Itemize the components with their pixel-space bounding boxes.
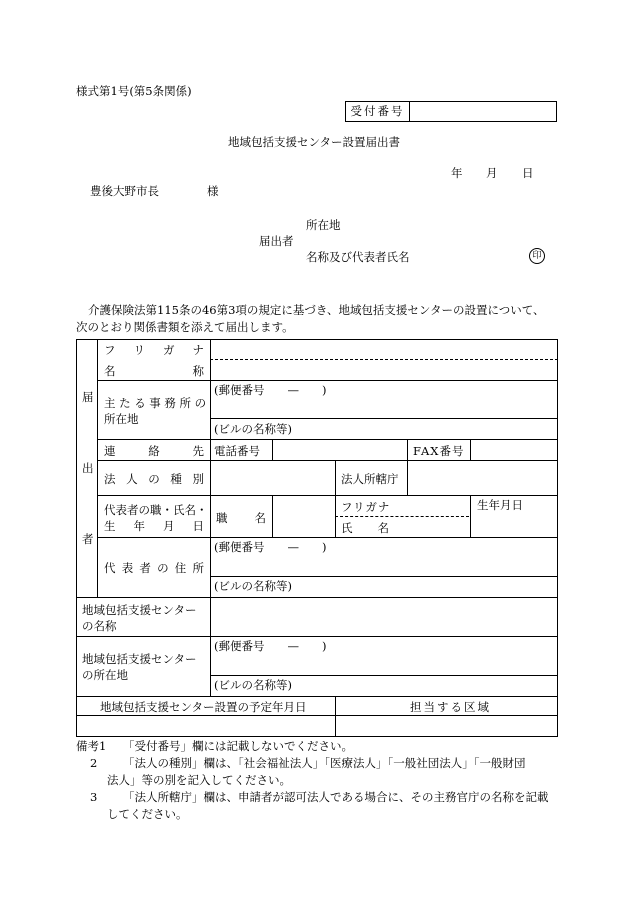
row-line	[210, 418, 558, 419]
intro-line-2: 次のとおり関係書類を添えて届出します。	[76, 320, 294, 334]
center-address-label-1: 地域包括支援センター	[82, 652, 197, 666]
col-line	[97, 339, 98, 597]
corp-type-field[interactable]	[211, 461, 334, 494]
note-2-text-cont: 法人」等の別を記入してください。	[107, 773, 291, 787]
main-office-postal: (郵便番号 — )	[214, 383, 327, 397]
phone-label: 電話番号	[214, 444, 260, 458]
name-field[interactable]	[211, 361, 557, 379]
col-line	[335, 495, 336, 537]
row-line	[76, 636, 558, 637]
rep-address-building: (ビルの名称等)	[214, 579, 292, 593]
col-line	[210, 339, 211, 696]
row-line	[97, 537, 558, 538]
applicant-address-label: 所在地	[306, 218, 341, 232]
note-3-text-cont: してください。	[107, 807, 188, 821]
applicant-name-label: 名称及び代表者氏名	[306, 250, 410, 264]
form-number: 様式第1号(第5条関係)	[76, 84, 192, 98]
addressee-mayor: 豊後大野市長	[90, 184, 159, 198]
contact-label: 連 絡 先	[104, 444, 204, 458]
rep-address-label: 代 表 者 の 住 所	[104, 561, 204, 575]
corp-type-label: 法 人 の 種 別	[104, 472, 204, 486]
row-line	[97, 380, 558, 381]
row-dash	[210, 359, 558, 360]
center-name-label-1: 地域包括支援センター	[82, 603, 197, 617]
corp-authority-field[interactable]	[408, 461, 557, 494]
col-line	[335, 460, 336, 495]
rep-furigana-label: フリガナ	[341, 500, 391, 514]
col-line	[470, 495, 471, 537]
planned-date-label: 地域包括支援センター設置の予定年月日	[100, 700, 307, 714]
intro-line-1: 介護保険法第115条の46第3項の規定に基づき、地域包括支援センターの設置について、	[88, 303, 545, 317]
note-3-text: 「法人所轄庁」欄は、申請者が認可法人である場合に、その主務官庁の名称を記載	[123, 790, 549, 804]
rep-name-label: 氏 名	[341, 521, 389, 535]
row-line	[210, 675, 558, 676]
area-field[interactable]	[336, 716, 557, 736]
reception-number-box	[345, 101, 557, 122]
fax-label: FAX番号	[413, 444, 465, 458]
side-label-char-1: 届	[82, 390, 94, 404]
corp-authority-label: 法人所轄庁	[341, 472, 399, 486]
note-1-number: 備考1	[76, 739, 107, 753]
furigana-label: フ リ ガ ナ	[104, 343, 204, 357]
seal-icon: 印	[529, 248, 545, 264]
position-label: 職 名	[216, 511, 266, 525]
phone-field[interactable]	[273, 440, 406, 459]
applicant-label: 届出者	[259, 234, 294, 248]
name-label: 名 称	[104, 364, 204, 378]
rep-label-1: 代表者の職・氏名・	[104, 503, 208, 517]
rep-label-2: 生 年 月 日	[104, 519, 204, 533]
main-office-building: (ビルの名称等)	[214, 422, 292, 436]
rep-address-postal: (郵便番号 — )	[214, 540, 327, 554]
center-address-postal: (郵便番号 — )	[214, 639, 327, 653]
center-address-label-2: の所在地	[82, 668, 128, 682]
row-dash	[335, 516, 469, 517]
side-label-char-2: 出	[82, 461, 94, 475]
row-line	[76, 696, 558, 697]
center-name-field[interactable]	[211, 598, 557, 635]
col-line	[272, 495, 273, 537]
birthdate-label: 生年月日	[477, 498, 523, 512]
date-year: 年	[451, 166, 463, 180]
reception-number-field[interactable]	[410, 102, 556, 121]
main-office-label-2: 所在地	[104, 412, 139, 426]
main-office-label-1: 主たる事務所の	[104, 396, 210, 410]
side-label-char-3: 者	[82, 532, 94, 546]
date-day: 日	[522, 166, 534, 180]
furigana-field[interactable]	[211, 340, 557, 358]
planned-date-field[interactable]	[77, 716, 334, 736]
row-line	[210, 576, 558, 577]
center-address-building: (ビルの名称等)	[214, 678, 292, 692]
row-line	[97, 495, 558, 496]
area-label: 担当する区域	[410, 700, 491, 714]
date-month: 月	[486, 166, 498, 180]
document-title: 地域包括支援センター設置届出書	[228, 135, 401, 149]
note-1-text: 「受付番号」欄には記載しないでください。	[123, 739, 353, 753]
note-3-number: 3	[90, 790, 98, 804]
col-line	[407, 439, 408, 460]
note-2-text: 「法人の種別」欄は、「社会福祉法人」「医療法人」「一般社団法人」「一般財団	[123, 756, 526, 770]
addressee-honorific: 様	[207, 184, 219, 198]
note-2-number: 2	[90, 756, 98, 770]
fax-field[interactable]	[471, 440, 557, 459]
reception-number-label: 受付番号	[346, 102, 410, 121]
center-name-label-2: の名称	[82, 619, 117, 633]
